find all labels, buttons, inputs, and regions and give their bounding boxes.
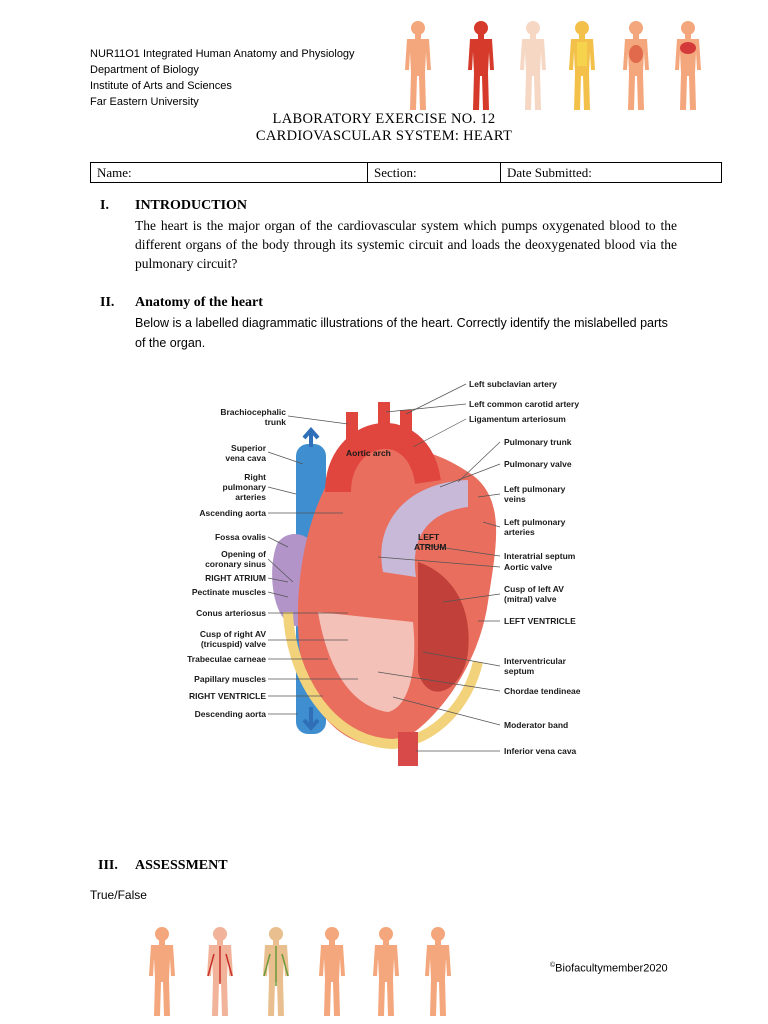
label-moderator-band: Moderator band (504, 720, 569, 730)
label-brachiocephalic: Brachiocephalic (220, 407, 286, 417)
human-body-figure-icon (675, 21, 701, 110)
section-number: II. (100, 295, 115, 310)
human-body-figure-icon (520, 21, 546, 110)
copyright-symbol: © (550, 962, 556, 969)
label-pectinate-muscles: Pectinate muscles (191, 587, 266, 597)
human-body-figure-icon (468, 21, 494, 110)
copyright-text: Biofacultymember2020 (555, 962, 668, 975)
label-left-atrium: ATRIUM (414, 542, 447, 552)
name-field[interactable]: Name: (91, 163, 368, 183)
label-superior-vena-cava: vena cava (225, 453, 266, 463)
human-body-figure-icon (319, 927, 345, 1016)
department-line: Department of Biology (90, 64, 199, 76)
label-ligamentum-arteriosum: Ligamentum arteriosum (469, 414, 566, 424)
section-title-introduction: INTRODUCTION (135, 198, 248, 213)
label-tricuspid-valve: (tricuspid) valve (200, 639, 266, 649)
exercise-title: LABORATORY EXERCISE NO. 12 (272, 111, 496, 127)
human-body-figure-icon (149, 927, 175, 1016)
body-systems-figures-top (394, 14, 724, 114)
label-coronary-sinus: Opening of (221, 549, 266, 559)
student-info-table (90, 162, 722, 183)
label-left-subclavian-artery: Left subclavian artery (469, 379, 557, 389)
body-systems-figures-bottom (138, 924, 468, 1016)
label-right-pulmonary-arteries: pulmonary (222, 482, 266, 492)
label-right-pulmonary-arteries: arteries (235, 492, 266, 502)
label-right-ventricle: RIGHT VENTRICLE (189, 691, 266, 701)
human-body-figure-icon (405, 21, 431, 110)
label-left-pulmonary-veins: veins (504, 494, 526, 504)
label-aortic-arch: Aortic arch (346, 448, 391, 458)
anatomy-instructions: Below is a labelled diagrammatic illustrations of the heart. Correctly identify the mislabelled parts of the organ. (135, 316, 668, 350)
label-right-atrium: RIGHT ATRIUM (205, 573, 266, 583)
label-mitral-valve: Cusp of left AV (504, 584, 564, 594)
label-coronary-sinus: coronary sinus (205, 559, 266, 569)
label-ascending-aorta: Ascending aorta (199, 508, 266, 518)
label-pulmonary-trunk: Pulmonary trunk (504, 437, 572, 447)
label-interatrial-septum: Interatrial septum (504, 551, 576, 561)
section-number: III. (98, 858, 118, 873)
organ-accent (629, 45, 643, 63)
label-pulmonary-valve: Pulmonary valve (504, 459, 572, 469)
section-number: I. (100, 198, 109, 213)
label-left-ventricle: LEFT VENTRICLE (504, 616, 576, 626)
human-body-figure-icon (425, 927, 451, 1016)
lungs-accent (680, 42, 696, 54)
true-false-heading: True/False (90, 888, 147, 902)
label-superior-vena-cava: Superior (231, 443, 266, 453)
institute-line: Institute of Arts and Sciences (90, 80, 232, 92)
label-left-pulmonary-arteries: arteries (504, 527, 535, 537)
label-conus-arteriosus: Conus arteriosus (196, 608, 266, 618)
label-fossa-ovalis: Fossa ovalis (214, 532, 266, 542)
date-submitted-field[interactable]: Date Submitted: (501, 163, 722, 183)
label-brachiocephalic: trunk (264, 417, 286, 427)
label-trabeculae-carneae: Trabeculae carneae (187, 654, 266, 664)
brachiocephalic-trunk-shape (346, 412, 358, 440)
section-title-assessment: ASSESSMENT (135, 858, 228, 873)
carotid-artery-shape (378, 402, 390, 430)
label-right-pulmonary-arteries: Right (244, 472, 266, 482)
copyright-notice (550, 962, 668, 975)
label-left-atrium: LEFT (418, 532, 440, 542)
label-left-common-carotid: Left common carotid artery (469, 399, 580, 409)
course-header (90, 46, 355, 110)
label-papillary-muscles: Papillary muscles (194, 674, 266, 684)
human-body-figure-icon (373, 927, 399, 1016)
label-tricuspid-valve: Cusp of right AV (199, 629, 266, 639)
label-descending-aorta: Descending aorta (194, 709, 266, 719)
label-interventricular-septum: Interventricular (504, 656, 566, 666)
label-mitral-valve: (mitral) valve (504, 594, 557, 604)
introduction-text: The heart is the major organ of the cardiovascular system which pumps oxygenated blood to the different organs of the body through its systemic circuit and loads the deoxygenated blood via the pulmonary circuit? (135, 218, 677, 271)
label-aortic-valve: Aortic valve (504, 562, 553, 572)
course-line: NUR11O1 Integrated Human Anatomy and Physiology (90, 48, 355, 60)
label-interventricular-septum: septum (504, 666, 535, 676)
section-field[interactable]: Section: (368, 163, 501, 183)
label-left-pulmonary-arteries: Left pulmonary (504, 517, 566, 527)
inferior-vena-cava-shape (398, 732, 418, 766)
label-left-pulmonary-veins: Left pulmonary (504, 484, 566, 494)
exercise-subtitle: CARDIOVASCULAR SYSTEM: HEART (255, 128, 513, 144)
university-line: Far Eastern University (90, 96, 199, 108)
nerve-accent (577, 42, 587, 66)
human-body-figure-icon (623, 21, 649, 110)
label-inferior-vena-cava: Inferior vena cava (504, 746, 577, 756)
label-chordae-tendineae: Chordae tendineae (504, 686, 581, 696)
heart-diagram (178, 372, 596, 780)
section-title-anatomy: Anatomy of the heart (135, 295, 263, 310)
